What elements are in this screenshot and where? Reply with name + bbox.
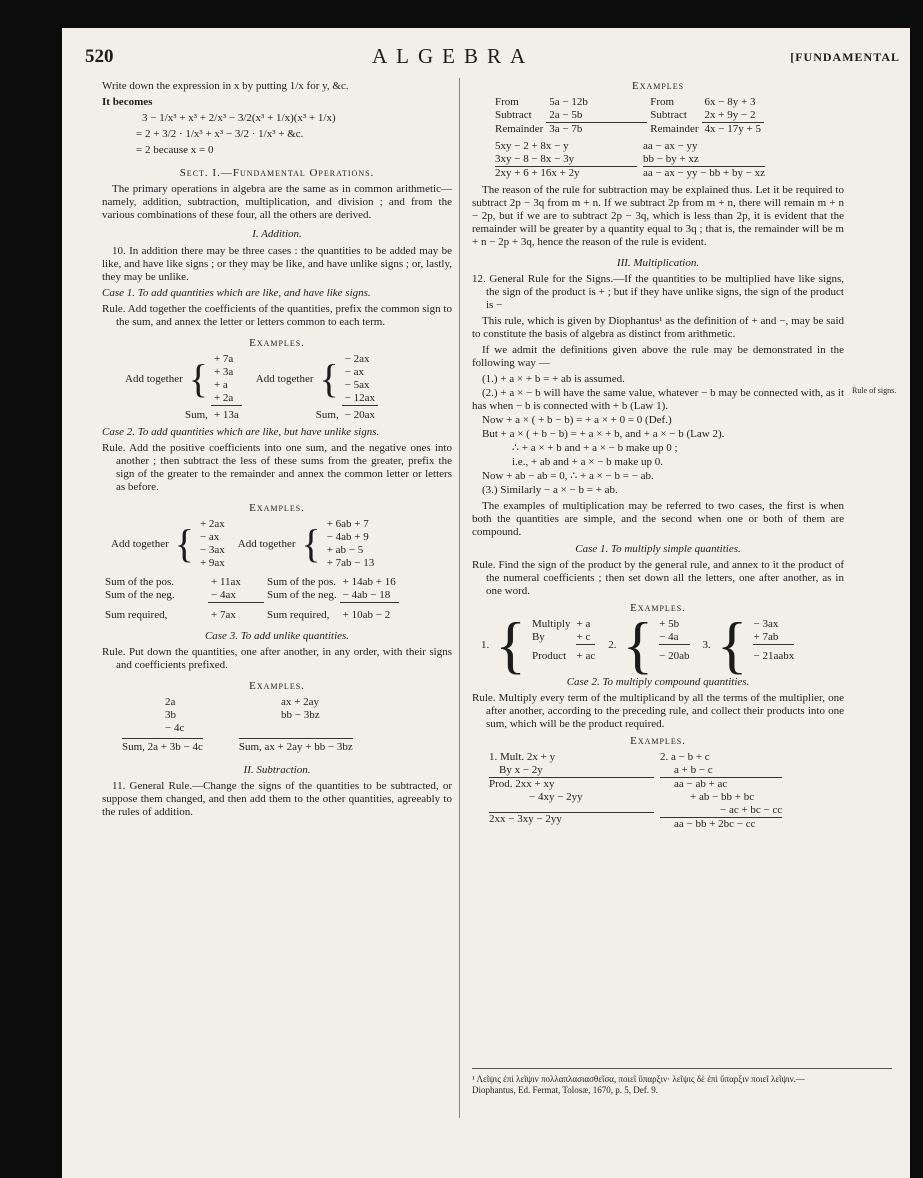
multiplication-heading: III. Multiplication.: [616, 257, 700, 269]
sub-cell: Remainder: [650, 122, 699, 135]
m3-val-2: − 21aabx: [753, 644, 794, 663]
ex2-a-1: − ax: [199, 531, 220, 543]
proof-line-4: But + a × ( + b − b) = + a × + b, and + a × − b (Law 2).: [482, 428, 725, 440]
c2-0: 2. a − b + c: [660, 751, 710, 763]
page-number: 520: [85, 46, 114, 67]
c1-1: By x − 2y: [499, 764, 543, 776]
m1-val-2: + ac: [576, 644, 595, 663]
ex1-values-b: [342, 353, 378, 406]
sub-cell: 6x − 8y + 3: [704, 96, 756, 108]
c1: [486, 751, 657, 831]
ex2-b-1: − 4ab + 9: [326, 531, 369, 543]
section-heading: Sect. I.—Fundamental Operations.: [179, 167, 375, 179]
rule-1: Rule. Add together the coefficients of the quantities, prefix the common sign to the sum, and annex the letter or letters common to each term.: [102, 303, 452, 328]
brace: {: [319, 356, 339, 402]
sub-cell: Subtract: [650, 109, 687, 121]
c1-3: − 4xy − 2yy: [529, 791, 583, 803]
equation-3: = 2 because x = 0: [136, 144, 214, 156]
m2-val-2: − 20ab: [659, 644, 689, 663]
m2-num: 2.: [608, 638, 617, 651]
mult-examples-label-2: Examples.: [630, 735, 686, 747]
book-page: [62, 28, 910, 1178]
ex2-label-b: Add together: [237, 537, 296, 550]
ex1-label-a: Add together: [125, 372, 183, 385]
examples-label-1: Examples.: [249, 337, 305, 349]
ex2-pos: + 11ax: [211, 576, 241, 588]
ex2-neg-b: − 4ab − 18: [342, 589, 391, 601]
sub2-a-2: 2xy + 6 + 16x + 2y: [495, 166, 637, 180]
examples-label-sub: Examples: [631, 80, 685, 92]
ex3-a-1: 3b: [165, 709, 176, 721]
proof-line-3: Now + a × ( + b − b) = + a × + 0 = 0 (Def.): [482, 414, 672, 426]
ex2-b-0: + 6ab + 7: [326, 518, 369, 530]
m2-val-1: − 4a: [659, 631, 679, 643]
sub-cell: 3a − 7b: [546, 123, 647, 137]
ex2-a-2: − 3ax: [199, 544, 225, 556]
m3-val-0: − 3ax: [753, 618, 779, 630]
ex3-sum-b: Sum, ax + 2ay + bb − 3bz: [239, 738, 353, 754]
margin-note: Rule of signs.: [852, 386, 897, 395]
brace: {: [174, 521, 194, 566]
proof-line-2: (2.) + a × − b will have the same value, whatever − b may be connected with, as it has when − b is connected with + b (Law 1).: [472, 387, 844, 412]
subtraction-examples: [492, 96, 764, 136]
column-divider: [459, 78, 460, 1118]
m1-label-2: Product: [531, 650, 567, 662]
c2-4: − ac + bc − cc: [720, 804, 783, 816]
paragraph-11: 11. General Rule.—Change the signs of the quantities to be subtracted, or suppose them changed, and then add them to the other quantities, agreeably to the rules of addition.: [102, 780, 452, 818]
rule-2: Rule. Add the positive coefficients into one sum, and the negative ones into another ; then subtract the less of these sums from the greater, prefix the sign of the greater to the remainder and annex the common letter or letters as before.: [102, 442, 452, 493]
ex3-values-b: [278, 696, 323, 735]
ex2-label-a: Add together: [111, 537, 169, 550]
brace: {: [622, 609, 654, 680]
case-1: Case 1. To add quantities which are like, and have like signs.: [102, 287, 371, 299]
ex3-a-2: − 4c: [165, 722, 185, 734]
right-column: [472, 80, 844, 831]
mult-case-1: Case 1. To multiply simple quantities.: [575, 543, 741, 555]
running-title: ALGEBRA: [372, 44, 535, 68]
paragraph-10: 10. In addition there may be three cases : the quantities to be added may be like, and have like signs ; or they may be like, and have unlike signs ; or, lastly, they may be unlike.: [102, 245, 452, 283]
ex3-sums: [122, 738, 452, 754]
ex2-a-0: + 2ax: [199, 518, 225, 530]
ex2-req-label-b: Sum required,: [267, 608, 330, 621]
m3-num: 3.: [702, 638, 711, 651]
ex2-req: + 7ax: [208, 603, 264, 623]
sub-cell: From: [650, 96, 675, 108]
c2-5: aa − bb + 2bc − cc: [660, 817, 782, 831]
proof-line-7: Now + ab − ab = 0, ∴ + a × − b = − ab.: [482, 470, 654, 482]
brace: {: [495, 609, 526, 680]
paragraph-12: 12. General Rule for the Signs.—If the quantities to be multiplied have like signs, the sign of the product is + ; but if they have unlike signs, the sign of the product is −: [472, 273, 844, 311]
c2-3: + ab − bb + bc: [690, 791, 755, 803]
ex3-sum-a: Sum, 2a + 3b − 4c: [122, 738, 203, 754]
proof-line-6: i.e., + ab and + a × − b make up 0.: [512, 456, 663, 468]
ex2-req-b: + 10ab − 2: [340, 603, 399, 623]
c2-1: a + b − c: [674, 764, 713, 776]
ex3-values-a: [162, 696, 278, 735]
ex2-b-2: + ab − 5: [326, 544, 364, 556]
c2-2: aa − ab + ac: [660, 777, 782, 791]
m3-vals: [750, 618, 797, 672]
mult-case-2: Case 2. To multiply compound quantities.: [566, 676, 750, 688]
example-1-table: [122, 353, 378, 422]
cases-para: The examples of multiplication may be referred to two cases, the first is when both the quantities are simple, and the second when one or both of them are compound.: [472, 500, 844, 538]
left-column: [102, 80, 452, 822]
ex1-label-b: Add together: [255, 372, 314, 385]
m3-val-1: + 7ab: [753, 631, 779, 643]
examples-label-2: Examples.: [249, 502, 305, 514]
ex2-values-b: [324, 518, 378, 570]
addition-heading: I. Addition.: [252, 228, 302, 240]
diophantus-para: This rule, which is given by Diophantus¹ as the definition of + and −, may be said to constitute the basis of algebra as distinct from arithmetic.: [472, 315, 844, 340]
footnote: ¹ Λεῖψις ἐπὶ λεῖψιν πολλαπλασιασθεῖσα, ποιεῖ ὕπαρξιν· λεῖψις δὲ ἐπὶ ὕπαρξιν ποιεῖ λεῖψιν.—Diophantus, Ed. Fermat, Tolosæ, 1670, p. 5, Def. 9.: [472, 1074, 805, 1095]
m1-labels: [529, 618, 574, 672]
examples-label-3: Examples.: [249, 680, 305, 692]
mult-rule-2: Rule. Multiply every term of the multiplicand by all the terms of the multiplier, one after another, according to the preceding rule, and collect their products into one sum, which will be the product required.: [472, 692, 844, 730]
sub2-b-2: aa − ax − yy − bb + by − xz: [643, 167, 766, 179]
ex1-sum-label-a: Sum,: [185, 408, 208, 421]
ex1-sum-a: + 13a: [211, 406, 242, 423]
m1-label-1: By: [531, 631, 545, 643]
ex3-b-0: ax + 2ay: [281, 696, 319, 708]
case-3: Case 3. To add unlike quantities.: [204, 630, 350, 642]
mult-examples-label: Examples.: [630, 602, 686, 614]
ex1-values-a: [211, 353, 242, 406]
c2: [657, 751, 785, 831]
mult-rule-1: Rule. Find the sign of the product by the general rule, and annex to it the product of the numeral coefficients ; then set down all the letters, one after another, as in one word.: [472, 559, 844, 597]
intro-becomes: It becomes: [102, 96, 153, 108]
subtraction-examples-2: [492, 140, 768, 180]
m2-val-0: + 5b: [659, 618, 680, 630]
m1-vals: [573, 618, 598, 672]
sub-cell: 5a − 12b: [549, 96, 588, 108]
m1-label-0: Multiply: [531, 618, 571, 630]
admit-para: If we admit the definitions given above the rule may be demonstrated in the following way —: [472, 344, 844, 369]
m1-val-1: + c: [576, 631, 591, 643]
ex1-b-2: − 5ax: [344, 379, 370, 391]
rule-3: Rule. Put down the quantities, one after another, in any order, with their signs and coefficients prefixed.: [102, 646, 452, 671]
example-2-table: [108, 518, 377, 570]
brace: {: [188, 356, 208, 402]
ex2-pos-b: + 14ab + 16: [342, 576, 396, 588]
ex1-b-1: − ax: [344, 366, 365, 378]
example-2-sums: [102, 576, 399, 622]
ex1-sum-b: − 20ax: [342, 406, 378, 423]
proof-line-1: (1.) + a × + b = + ab is assumed.: [482, 373, 625, 385]
equation-2: = 2 + 3/2 · 1/x³ + x³ − 3/2 · 1/x³ + &c.: [136, 128, 304, 140]
ex1-sum-label-b: Sum,: [315, 408, 339, 421]
ex2-pos-label: Sum of the pos.: [105, 576, 175, 588]
ex2-neg-label: Sum of the neg.: [105, 589, 175, 601]
ex2-req-label: Sum required,: [105, 608, 168, 621]
m1-num: 1.: [481, 638, 490, 651]
ex2-a-3: + 9ax: [199, 557, 225, 569]
sub-cell: From: [495, 96, 519, 108]
equation-1: 3 − 1/x³ + x³ + 2/x³ − 3/2(x³ + 1/x)(x³ + 1/x): [142, 112, 336, 124]
ex2-neg-label-b: Sum of the neg.: [267, 589, 337, 601]
sub2-a-0: 5xy − 2 + 8x − y: [495, 140, 569, 152]
footnote-divider: [472, 1068, 892, 1069]
ex3-b-1: bb − 3bz: [281, 709, 320, 721]
ex1-b-3: − 12ax: [344, 392, 376, 404]
example-3-table: [162, 696, 323, 735]
m1-val-0: + a: [576, 618, 591, 630]
c1-0: 1. Mult. 2x + y: [489, 751, 556, 763]
sub2-b-1: bb − by + xz: [643, 153, 699, 165]
sub-cell: Subtract: [495, 109, 532, 121]
sub2-b: [640, 140, 768, 180]
ex1-a-1: + 3a: [213, 366, 234, 378]
ex2-neg: − 4ax: [211, 589, 236, 601]
sub-cell: Remainder: [495, 122, 544, 135]
section-header: [FUNDAMENTAL: [790, 50, 900, 64]
mult-compound-examples: [486, 751, 785, 831]
brace: {: [301, 521, 321, 566]
intro-text: Write down the expression in x by putting 1/x for y, &c.: [102, 80, 349, 92]
ex3-a-0: 2a: [165, 696, 176, 708]
sub2-a: [492, 140, 640, 180]
subtraction-reason: The reason of the rule for subtraction may be explained thus. Let it be required to subtract 2p − 3q from m + n. If we subtract 2p from m + n, there will remain m + n − 2p, but if we are to subtract 2p − 3q, which is less than 2p, it is evident that the remainder will be greater by a quantity equal to 3q ; that is, the remainder will be m + n − 2p + 3q, hence the reason of the rule is evident.: [472, 184, 844, 248]
ex2-pos-label-b: Sum of the pos.: [267, 576, 337, 588]
c1-2: Prod. 2xx + xy: [489, 777, 654, 791]
subtraction-heading: II. Subtraction.: [243, 764, 311, 776]
brace: {: [716, 609, 748, 680]
ex2-values-a: [197, 518, 228, 570]
sub-cell: 2x + 9y − 2: [704, 109, 756, 121]
c1-4: 2xx − 3xy − 2yy: [489, 812, 654, 826]
mult-simple-examples: [478, 609, 797, 680]
ex1-a-0: + 7a: [213, 353, 234, 365]
sub2-b-0: aa − ax − yy: [643, 140, 698, 152]
ex1-a-2: + a: [213, 379, 228, 391]
case-2: Case 2. To add quantities which are like, but have unlike signs.: [102, 426, 380, 438]
sub2-a-1: 3xy − 8 − 8x − 3y: [495, 153, 575, 165]
ex1-b-0: − 2ax: [344, 353, 370, 365]
ex1-a-3: + 2a: [213, 392, 234, 404]
proof-line-8: (3.) Similarly − a × − b = + ab.: [482, 484, 618, 496]
proof-line-5: ∴ + a × + b and + a × − b make up 0 ;: [512, 442, 678, 454]
sub-cell: 4x − 17y + 5: [702, 123, 764, 137]
sub-cell: 2a − 5b: [549, 109, 583, 121]
m2-vals: [656, 618, 692, 672]
ex2-b-3: + 7ab − 13: [326, 557, 375, 569]
section-paragraph: The primary operations in algebra are the same as in common arithmetic—namely, addition, subtraction, multiplication, and division ; and from the various combinations of these four, all the others are derived.: [102, 183, 452, 221]
